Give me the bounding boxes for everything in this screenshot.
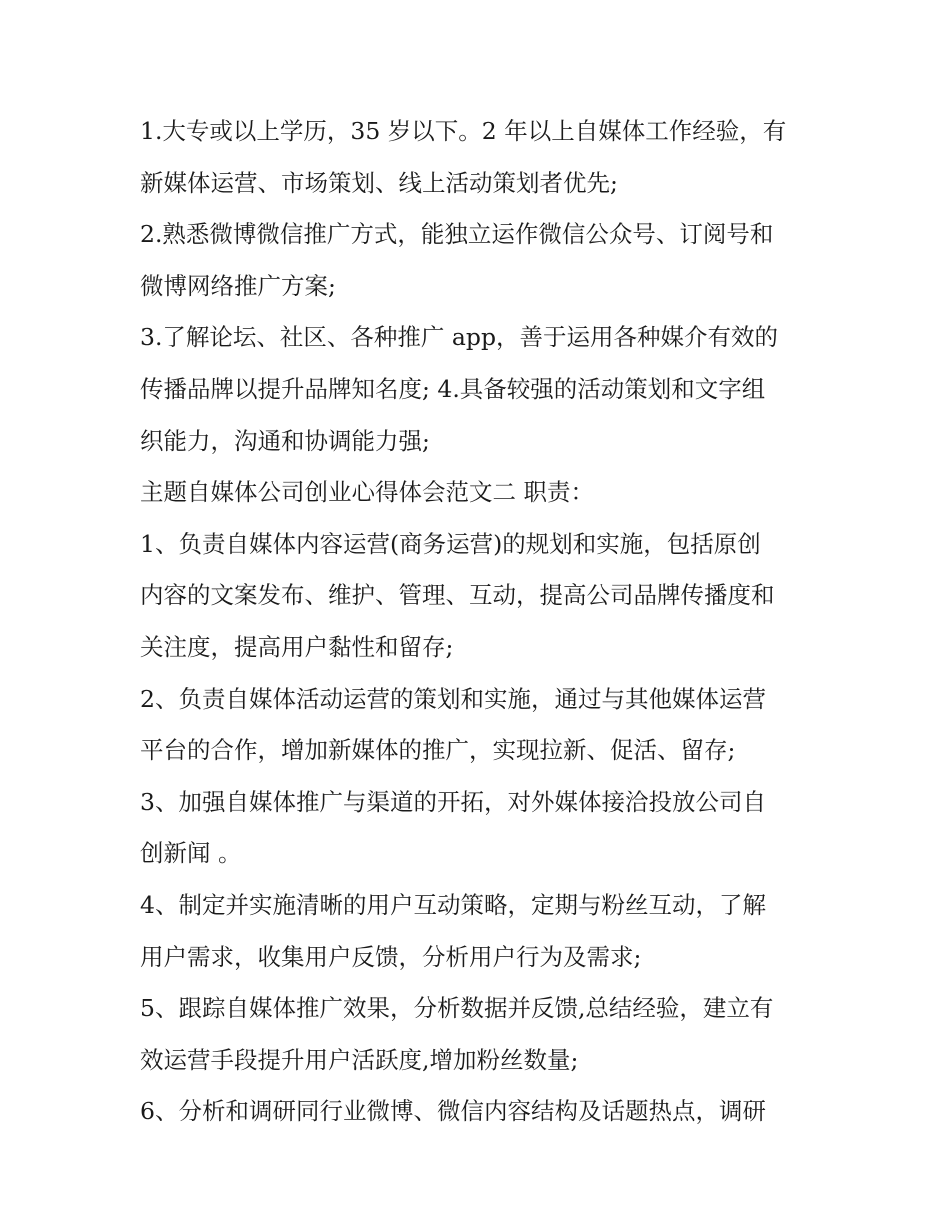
text-line: 关注度，提高用户黏性和留存; [140,632,454,661]
text-line: 5、跟踪自媒体推广效果，分析数据并反馈,总结经验，建立有 [140,994,774,1023]
text-line: 新媒体运营、市场策划、线上活动策划者优先; [140,168,618,197]
text-line: 2、负责自媒体活动运营的策划和实施，通过与其他媒体运营 [140,684,766,713]
text-line: 创新闻 。 [140,839,242,868]
text-line: 传播品牌以提升品牌知名度; 4.具备较强的活动策划和文字组 [140,374,766,403]
text-line: 3、加强自媒体推广与渠道的开拓，对外媒体接洽投放公司自 [140,787,766,816]
text-line: 织能力，沟通和协调能力强; [140,426,430,455]
text-line: 1.大专或以上学历，35 岁以下。2 年以上自媒体工作经验，有 [140,117,787,145]
section-heading: 主题自媒体公司创业心得体会范文二 职责： [140,478,594,507]
text-line: 内容的文案发布、维护、管理、互动，提高公司品牌传播度和 [140,581,775,610]
text-line: 3.了解论坛、社区、各种推广 app，善于运用各种媒介有效的 [140,323,778,352]
text-line: 4、制定并实施清晰的用户互动策略，定期与粉丝互动，了解 [140,890,766,919]
text-line: 平台的合作，增加新媒体的推广，实现拉新、促活、留存; [140,736,736,765]
text-line: 6、分析和调研同行业微博、微信内容结构及话题热点，调研 [140,1097,766,1126]
text-line: 微博网络推广方案; [140,271,336,300]
text-line: 效运营手段提升用户活跃度,增加粉丝数量; [140,1045,579,1074]
text-line: 用户需求，收集用户反馈，分析用户行为及需求; [140,942,642,971]
text-line: 2.熟悉微博微信推广方式，能独立运作微信公众号、订阅号和 [140,220,774,249]
document-body [140,106,830,1138]
text-line: 1、负责自媒体内容运营(商务运营)的规划和实施，包括原创 [140,529,761,558]
